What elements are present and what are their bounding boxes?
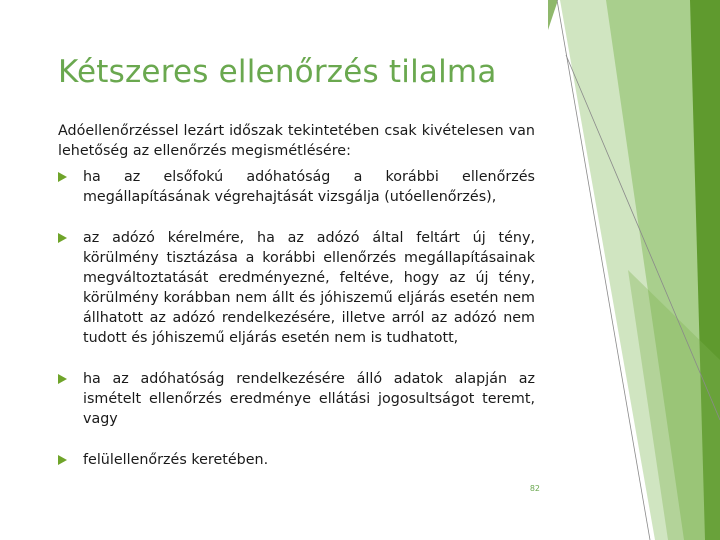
deco-top-wedge xyxy=(548,0,558,30)
intro-paragraph: Adóellenőrzéssel lezárt időszak tekintetében csak kivételesen van lehetőség az ellenőrzés megismétlésére: xyxy=(58,123,535,159)
bullet-item xyxy=(58,167,535,207)
bullet-text: felülellenőrzés keretében. xyxy=(83,452,269,468)
bullet-item xyxy=(58,228,535,348)
bullet-item xyxy=(58,369,535,429)
bullet-text: ha az adóhatóság rendelkezésére álló adatok alapján az ismételt ellenőrzés eredménye ellátási jogosultságot teremt, vagy xyxy=(83,371,535,427)
triangle-right-icon xyxy=(58,233,67,243)
slide-title: Kétszeres ellenőrzés tilalma xyxy=(58,54,497,90)
bullet-list xyxy=(58,167,535,491)
bullet-item xyxy=(58,450,535,470)
triangle-right-icon xyxy=(58,455,67,465)
triangle-right-icon xyxy=(58,172,67,182)
triangle-right-icon xyxy=(58,374,67,384)
bullet-text: ha az elsőfokú adóhatóság a korábbi ellenőrzés megállapításának végrehajtását vizsgálja (utóellenőrzés), xyxy=(83,169,535,205)
page-number: 82 xyxy=(529,484,540,493)
bullet-text: az adózó kérelmére, ha az adózó által feltárt új tény, körülmény tisztázása a korábbi ellenőrzés megállapításainak megváltoztatását eredményezné, feltéve, hogy az új tény, körülmény korábban nem állt és jóhiszemű eljárás esetén nem állhatott az adózó rendelkezésére, illetve arról az adózó nem tudott és jóhiszemű eljárás esetén nem is tudhatott, xyxy=(83,230,535,346)
